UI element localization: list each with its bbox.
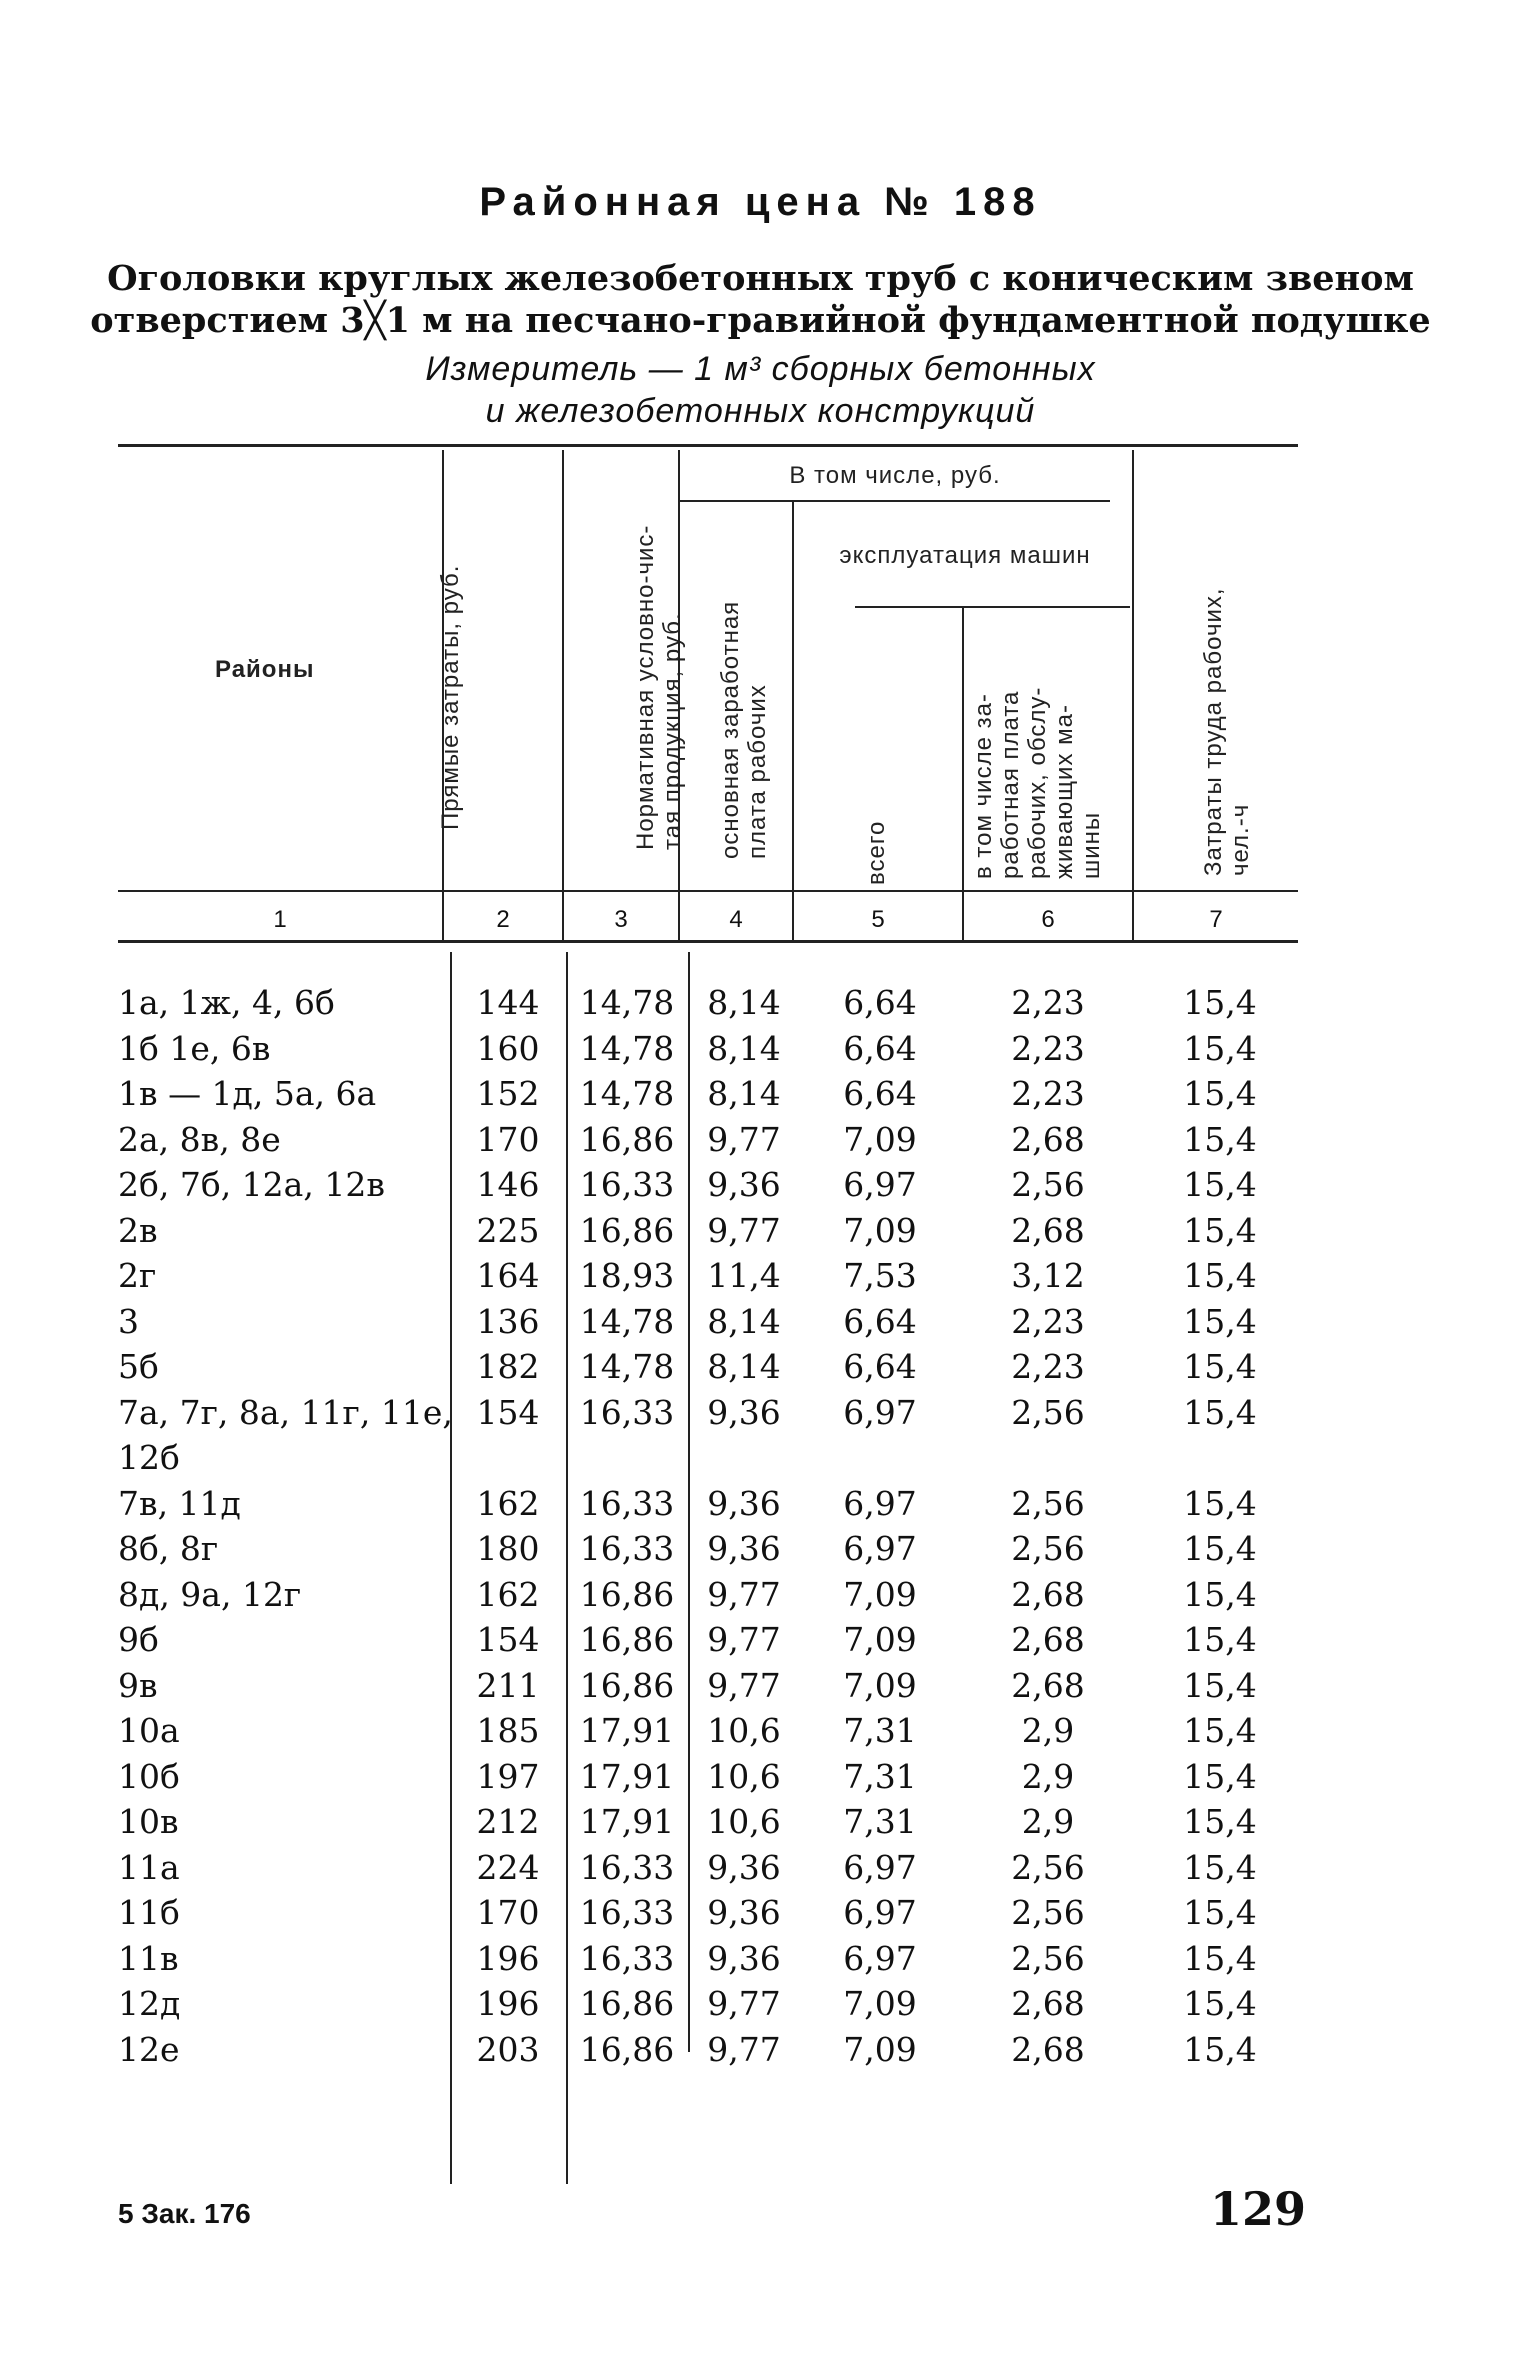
cell-total: 6,64 [843, 1074, 917, 1113]
cell-wage: 9,77 [707, 1575, 781, 1614]
cell-wage: 10,6 [707, 1757, 781, 1796]
cell-total: 7,09 [843, 1620, 917, 1659]
table-row [0, 1117, 1521, 1163]
table-row [0, 1435, 1521, 1481]
cell-wage: 11,4 [707, 1256, 781, 1295]
header-machine-wage-line-3: рабочих, обслу- [1024, 686, 1051, 879]
header-labor-line-2: чел.-ч [1227, 803, 1254, 876]
table-row [0, 1162, 1521, 1208]
cell-normative: 16,33 [579, 1893, 675, 1932]
cell-machine-wage: 2,23 [1011, 1074, 1085, 1113]
print-order-note: 5 Зак. 176 [118, 2198, 251, 2229]
cell-machine-wage: 2,68 [1011, 2030, 1085, 2069]
cell-total: 6,97 [843, 1165, 917, 1204]
cell-normative: 14,78 [579, 1302, 675, 1341]
cell-labor: 15,4 [1183, 1939, 1257, 1978]
cell-region: 9в [118, 1666, 158, 1705]
cell-region: 2а, 8в, 8е [118, 1120, 281, 1159]
measure-line-1: Измеритель — 1 м³ сборных бетонных [425, 350, 1096, 388]
cell-wage: 9,36 [707, 1484, 781, 1523]
header-machine-wage-line-4: живающих ма- [1051, 704, 1078, 879]
header-labor [1200, 476, 1256, 876]
cell-total: 6,97 [843, 1484, 917, 1523]
cell-total: 7,09 [843, 1666, 917, 1705]
cell-labor: 15,4 [1183, 1620, 1257, 1659]
cell-total: 7,09 [843, 1984, 917, 2023]
cell-region: 10в [118, 1802, 179, 1841]
cell-labor: 15,4 [1183, 1256, 1257, 1295]
cell-machine-wage: 2,68 [1011, 1984, 1085, 2023]
cell-machine-wage: 2,56 [1011, 1165, 1085, 1204]
cell-wage: 9,36 [707, 1939, 781, 1978]
column-number-4: 4 [729, 906, 743, 933]
column-number-6: 6 [1041, 906, 1055, 933]
cell-machine-wage: 2,56 [1011, 1529, 1085, 1568]
page-number: 129 [1210, 2182, 1307, 2236]
cell-wage: 8,14 [707, 1074, 781, 1113]
cell-wage: 10,6 [707, 1802, 781, 1841]
table-row [0, 1754, 1521, 1800]
cell-wage: 9,77 [707, 1120, 781, 1159]
cell-direct: 160 [476, 1029, 540, 1068]
cell-labor: 15,4 [1183, 1529, 1257, 1568]
table-top-rule [118, 444, 1298, 447]
cell-machine-wage: 3,12 [1011, 1256, 1085, 1295]
cell-direct: 162 [476, 1484, 540, 1523]
cell-normative: 14,78 [579, 1029, 675, 1068]
table-row [0, 1390, 1521, 1436]
cell-direct: 154 [476, 1620, 540, 1659]
cell-normative: 17,91 [579, 1757, 675, 1796]
cell-normative: 16,86 [579, 1120, 675, 1159]
cell-region: 11в [118, 1939, 179, 1978]
table-row [0, 1572, 1521, 1618]
page-title: Районная цена № 188 [479, 180, 1042, 224]
cell-labor: 15,4 [1183, 983, 1257, 1022]
cell-region: 5б [118, 1347, 159, 1386]
cell-machine-wage: 2,9 [1021, 1802, 1075, 1841]
cell-wage: 9,36 [707, 1529, 781, 1568]
cell-total: 7,09 [843, 1120, 917, 1159]
cell-region: 1б 1е, 6в [118, 1029, 271, 1068]
cell-total: 7,31 [843, 1711, 917, 1750]
cell-normative: 16,86 [579, 1620, 675, 1659]
cell-normative: 16,86 [579, 1666, 675, 1705]
table-row [0, 1208, 1521, 1254]
table-subtitle [0, 258, 1521, 342]
cell-direct: 211 [476, 1666, 540, 1705]
col-divider-4 [792, 500, 794, 890]
column-numbers-rule [118, 940, 1298, 943]
cell-direct: 136 [476, 1302, 540, 1341]
cell-direct: 152 [476, 1074, 540, 1113]
cell-normative: 17,91 [579, 1802, 675, 1841]
table-row [0, 1481, 1521, 1527]
cell-wage: 9,77 [707, 1211, 781, 1250]
table-row [0, 1936, 1521, 1982]
cell-total: 7,09 [843, 1211, 917, 1250]
cell-normative: 16,86 [579, 1575, 675, 1614]
table-row [0, 1981, 1521, 2027]
cell-wage: 9,77 [707, 1620, 781, 1659]
header-normative-line-2: тая продукция, руб. [659, 612, 686, 850]
cell-normative: 14,78 [579, 983, 675, 1022]
header-labor-line-1: Затраты труда рабочих, [1200, 587, 1227, 876]
cell-region: 3 [118, 1302, 139, 1341]
cell-wage: 9,77 [707, 2030, 781, 2069]
cell-wage: 9,36 [707, 1165, 781, 1204]
cell-normative: 16,33 [579, 1484, 675, 1523]
cell-normative: 16,86 [579, 1211, 675, 1250]
column-number-7: 7 [1209, 906, 1223, 933]
cell-region: 10а [118, 1711, 180, 1750]
cell-normative: 17,91 [579, 1711, 675, 1750]
column-number-2: 2 [496, 906, 510, 933]
header-machine-wage-line-1: в том числе за- [970, 693, 997, 879]
header-total-text: всего [863, 820, 890, 885]
subtitle-line-1: Оголовки круглых железобетонных труб с коническим звеном [107, 258, 1414, 299]
header-bottom-rule [118, 890, 1298, 892]
machines-underline [855, 606, 1130, 608]
cell-total: 7,09 [843, 1575, 917, 1614]
cell-labor: 15,4 [1183, 1802, 1257, 1841]
cell-machine-wage: 2,9 [1021, 1711, 1075, 1750]
cell-region: 8д, 9а, 12г [118, 1575, 302, 1614]
cell-labor: 15,4 [1183, 1484, 1257, 1523]
cell-direct: 154 [476, 1393, 540, 1432]
cell-normative: 16,33 [579, 1529, 675, 1568]
cell-total: 6,97 [843, 1529, 917, 1568]
subtitle-line-2: отверстием 3╳1 м на песчано-гравийной фундаментной подушке [90, 300, 1431, 341]
cell-wage: 9,36 [707, 1393, 781, 1432]
cell-machine-wage: 2,23 [1011, 1302, 1085, 1341]
table-row [0, 1253, 1521, 1299]
cell-region: 1а, 1ж, 4, 6б [118, 983, 335, 1022]
cell-wage: 9,77 [707, 1666, 781, 1705]
cell-machine-wage: 2,56 [1011, 1848, 1085, 1887]
cell-labor: 15,4 [1183, 1893, 1257, 1932]
cell-total: 7,53 [843, 1256, 917, 1295]
cell-machine-wage: 2,56 [1011, 1939, 1085, 1978]
cell-machine-wage: 2,68 [1011, 1211, 1085, 1250]
header-base-wage-line-2: плата рабочих [744, 684, 771, 859]
cell-total: 6,64 [843, 1347, 917, 1386]
header-machine-wage-line-2: работная плата [997, 690, 1024, 879]
cell-machine-wage: 2,23 [1011, 1029, 1085, 1068]
table-row [0, 1526, 1521, 1572]
header-normative [632, 450, 688, 850]
header-direct-costs-text: Прямые затраты, руб. [437, 564, 464, 830]
cell-total: 6,64 [843, 983, 917, 1022]
cell-labor: 15,4 [1183, 1302, 1257, 1341]
cell-machine-wage: 2,56 [1011, 1484, 1085, 1523]
cell-total: 6,97 [843, 1893, 917, 1932]
cell-labor: 15,4 [1183, 1848, 1257, 1887]
cell-machine-wage: 2,23 [1011, 1347, 1085, 1386]
cell-normative: 16,86 [579, 1984, 675, 2023]
cell-wage: 8,14 [707, 983, 781, 1022]
header-machine-operation: эксплуатация машин [839, 542, 1091, 569]
cell-wage: 8,14 [707, 1302, 781, 1341]
cell-wage: 8,14 [707, 1347, 781, 1386]
cell-labor: 15,4 [1183, 1029, 1257, 1068]
cell-total: 6,97 [843, 1848, 917, 1887]
cell-region: 7в, 11д [118, 1484, 241, 1523]
cell-direct: 170 [476, 1893, 540, 1932]
cell-wage: 9,36 [707, 1893, 781, 1932]
cell-normative: 18,93 [579, 1256, 675, 1295]
cell-machine-wage: 2,68 [1011, 1620, 1085, 1659]
header-regions: Районы [215, 656, 315, 683]
cell-direct: 225 [476, 1211, 540, 1250]
including-underline [680, 500, 1110, 502]
cell-direct: 185 [476, 1711, 540, 1750]
table-row [0, 2027, 1521, 2073]
cell-labor: 15,4 [1183, 2030, 1257, 2069]
cell-machine-wage: 2,68 [1011, 1120, 1085, 1159]
cell-total: 7,31 [843, 1757, 917, 1796]
col-divider-6 [1132, 450, 1134, 890]
table-row [0, 1845, 1521, 1891]
cell-normative: 16,33 [579, 1165, 675, 1204]
cell-labor: 15,4 [1183, 1120, 1257, 1159]
table-row [0, 1344, 1521, 1390]
measure-line-2: и железобетонных конструкций [485, 392, 1036, 430]
header-including: В том числе, руб. [789, 462, 1001, 489]
cell-direct: 212 [476, 1802, 540, 1841]
cell-direct: 203 [476, 2030, 540, 2069]
header-base-wage [717, 549, 773, 859]
header-base-wage-line-1: основная заработная [717, 600, 744, 859]
cell-wage: 9,77 [707, 1984, 781, 2023]
cell-labor: 15,4 [1183, 1757, 1257, 1796]
cell-machine-wage: 2,68 [1011, 1575, 1085, 1614]
cell-total: 6,64 [843, 1029, 917, 1068]
cell-direct: 180 [476, 1529, 540, 1568]
cell-machine-wage: 2,56 [1011, 1393, 1085, 1432]
cell-machine-wage: 2,23 [1011, 983, 1085, 1022]
header-machine-wage [970, 609, 1110, 879]
cell-labor: 15,4 [1183, 1165, 1257, 1204]
cell-labor: 15,4 [1183, 1575, 1257, 1614]
table-row [0, 1663, 1521, 1709]
cell-machine-wage: 2,68 [1011, 1666, 1085, 1705]
column-number-3: 3 [614, 906, 628, 933]
cell-total: 7,31 [843, 1802, 917, 1841]
cell-normative: 14,78 [579, 1347, 675, 1386]
cell-region: 2б, 7б, 12а, 12в [118, 1165, 385, 1204]
cell-region: 10б [118, 1757, 180, 1796]
col-divider-2 [562, 450, 564, 890]
col-divider-5 [962, 606, 964, 890]
table-row [0, 1299, 1521, 1345]
cell-region: 12б [118, 1438, 180, 1477]
cell-normative: 16,33 [579, 1939, 675, 1978]
table-row [0, 1071, 1521, 1117]
cell-labor: 15,4 [1183, 1393, 1257, 1432]
cell-direct: 162 [476, 1575, 540, 1614]
cell-wage: 9,36 [707, 1848, 781, 1887]
column-number-5: 5 [871, 906, 885, 933]
cell-normative: 16,33 [579, 1848, 675, 1887]
cell-direct: 164 [476, 1256, 540, 1295]
cell-direct: 146 [476, 1165, 540, 1204]
cell-total: 6,64 [843, 1302, 917, 1341]
cell-wage: 8,14 [707, 1029, 781, 1068]
cell-machine-wage: 2,56 [1011, 1893, 1085, 1932]
cell-labor: 15,4 [1183, 1211, 1257, 1250]
header-direct-costs [437, 490, 467, 830]
cell-direct: 224 [476, 1848, 540, 1887]
column-number-1: 1 [273, 906, 287, 933]
header-normative-line-1: Нормативная условно-чис- [632, 524, 659, 850]
table-row [0, 980, 1521, 1026]
cell-total: 7,09 [843, 2030, 917, 2069]
cell-labor: 15,4 [1183, 1074, 1257, 1113]
cell-region: 1в — 1д, 5а, 6а [118, 1074, 377, 1113]
cell-region: 8б, 8г [118, 1529, 219, 1568]
table-row [0, 1708, 1521, 1754]
table-row [0, 1799, 1521, 1845]
cell-region: 12д [118, 1984, 181, 2023]
cell-region: 11а [118, 1848, 180, 1887]
cell-direct: 144 [476, 983, 540, 1022]
cell-direct: 170 [476, 1120, 540, 1159]
cell-region: 7а, 7г, 8а, 11г, 11е, [118, 1393, 453, 1432]
cell-region: 12е [118, 2030, 180, 2069]
cell-direct: 197 [476, 1757, 540, 1796]
cell-labor: 15,4 [1183, 1984, 1257, 2023]
unit-of-measure [0, 348, 1521, 432]
cell-region: 2г [118, 1256, 157, 1295]
cell-direct: 196 [476, 1939, 540, 1978]
table-row [0, 1026, 1521, 1072]
cell-normative: 16,33 [579, 1393, 675, 1432]
cell-region: 2в [118, 1211, 158, 1250]
cell-normative: 14,78 [579, 1074, 675, 1113]
table-row [0, 1890, 1521, 1936]
cell-total: 6,97 [843, 1939, 917, 1978]
cell-labor: 15,4 [1183, 1711, 1257, 1750]
table-row [0, 1617, 1521, 1663]
cell-total: 6,97 [843, 1393, 917, 1432]
cell-machine-wage: 2,9 [1021, 1757, 1075, 1796]
cell-normative: 16,86 [579, 2030, 675, 2069]
header-machine-wage-line-5: шины [1078, 811, 1105, 879]
cell-region: 11б [118, 1893, 180, 1932]
header-total [863, 785, 893, 885]
cell-direct: 182 [476, 1347, 540, 1386]
cell-region: 9б [118, 1620, 159, 1659]
cell-wage: 10,6 [707, 1711, 781, 1750]
cell-direct: 196 [476, 1984, 540, 2023]
cell-labor: 15,4 [1183, 1347, 1257, 1386]
cell-labor: 15,4 [1183, 1666, 1257, 1705]
